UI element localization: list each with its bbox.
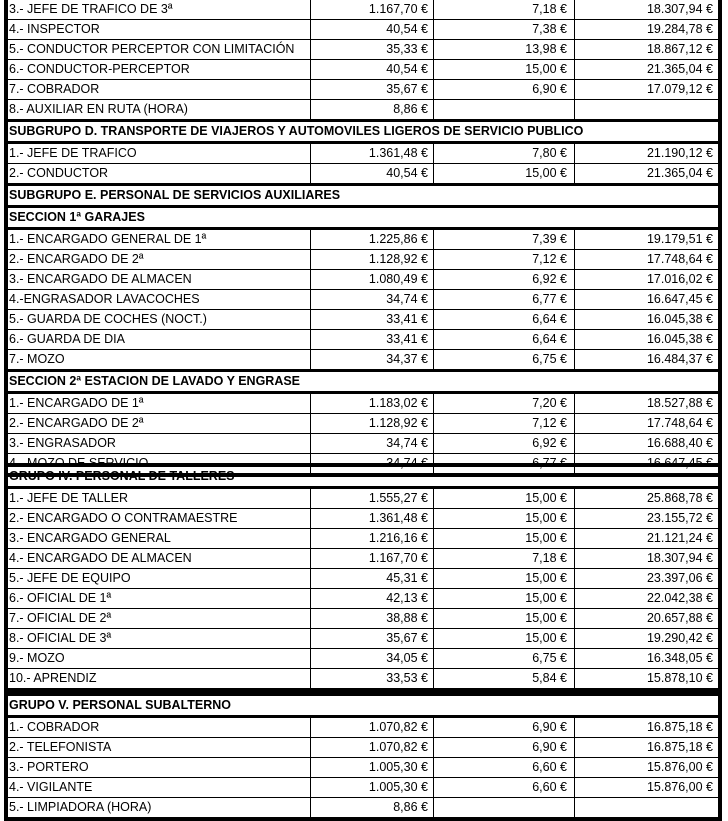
table-row bbox=[8, 434, 718, 454]
bonus-cell bbox=[434, 100, 575, 119]
salary-cell: 1.128,92 € bbox=[311, 414, 434, 433]
salary-cell: 33,41 € bbox=[311, 310, 434, 329]
bonus-cell: 6,75 € bbox=[434, 649, 575, 668]
salary-table-grupo-v bbox=[4, 692, 722, 821]
annual-total-cell: 17.016,02 € bbox=[646, 272, 713, 286]
salary-cell: 34,74 € bbox=[311, 290, 434, 309]
job-category-cell: 2.- CONDUCTOR bbox=[8, 164, 311, 183]
salary-cell: 1.070,82 € bbox=[311, 738, 434, 757]
table-row bbox=[8, 290, 718, 310]
job-category-cell: 6.- CONDUCTOR-PERCEPTOR bbox=[8, 60, 311, 79]
salary-cell: 33,41 € bbox=[311, 330, 434, 349]
salary-cell: 1.167,70 € bbox=[311, 0, 434, 19]
annual-total-cell: 23.397,06 € bbox=[646, 571, 713, 585]
salary-table-grupo-iv bbox=[4, 463, 722, 692]
table-row bbox=[8, 270, 718, 290]
table-row bbox=[8, 738, 718, 758]
bonus-cell: 15,00 € bbox=[434, 509, 575, 528]
bonus-cell: 7,18 € bbox=[434, 0, 575, 19]
table-row bbox=[8, 669, 718, 688]
table-row bbox=[8, 40, 718, 60]
salary-cell: 1.225,86 € bbox=[311, 230, 434, 249]
job-category-cell: 4.- ENCARGADO DE ALMACEN bbox=[8, 549, 311, 568]
job-category-cell: 4.- INSPECTOR bbox=[8, 20, 311, 39]
job-category-cell: 4.- VIGILANTE bbox=[8, 778, 311, 797]
section-header-seccion-2: SECCION 2ª ESTACION DE LAVADO Y ENGRASE bbox=[8, 369, 718, 394]
job-category-cell: 2.- TELEFONISTA bbox=[8, 738, 311, 757]
job-category-cell: 1.- COBRADOR bbox=[8, 718, 311, 737]
salary-cell: 40,54 € bbox=[311, 60, 434, 79]
bonus-cell: 6,60 € bbox=[434, 758, 575, 777]
annual-total-cell: 19.290,42 € bbox=[646, 631, 713, 645]
job-category-cell: 6.- OFICIAL DE 1ª bbox=[8, 589, 311, 608]
table-row bbox=[8, 164, 718, 183]
salary-cell: 34,74 € bbox=[311, 454, 434, 473]
annual-total-cell: 18.527,88 € bbox=[646, 396, 713, 410]
table-row bbox=[8, 718, 718, 738]
annual-total-cell: 22.042,38 € bbox=[646, 591, 713, 605]
annual-total-cell: 21.121,24 € bbox=[646, 531, 713, 545]
job-category-cell: 2.- ENCARGADO DE 2ª bbox=[8, 414, 311, 433]
salary-cell: 40,54 € bbox=[311, 20, 434, 39]
salary-cell: 1.128,92 € bbox=[311, 250, 434, 269]
bonus-cell: 7,12 € bbox=[434, 250, 575, 269]
annual-total-cell: 18.307,94 € bbox=[646, 2, 713, 16]
salary-cell: 40,54 € bbox=[311, 164, 434, 183]
table-row bbox=[8, 144, 718, 164]
bonus-cell: 7,20 € bbox=[434, 394, 575, 413]
salary-cell: 1.361,48 € bbox=[311, 509, 434, 528]
salary-cell: 35,67 € bbox=[311, 629, 434, 648]
annual-total-cell: 21.190,12 € bbox=[646, 146, 713, 160]
job-category-cell: 6.- GUARDA DE DIA bbox=[8, 330, 311, 349]
salary-cell: 1.070,82 € bbox=[311, 718, 434, 737]
annual-total-cell: 18.867,12 € bbox=[646, 42, 713, 56]
salary-cell: 33,53 € bbox=[311, 669, 434, 688]
annual-total-cell bbox=[575, 100, 718, 119]
annual-total-cell: 16.348,05 € bbox=[646, 651, 713, 665]
table-row bbox=[8, 100, 718, 119]
bonus-cell: 6,92 € bbox=[434, 434, 575, 453]
section-header-subgrupo-d: SUBGRUPO D. TRANSPORTE DE VIAJEROS Y AUTOMOVILES LIGEROS DE SERVICIO PUBLICO bbox=[8, 119, 718, 144]
annual-total-cell: 19.179,51 € bbox=[646, 232, 713, 246]
annual-total-cell: 16.875,18 € bbox=[646, 720, 713, 734]
annual-total-cell: 17.748,64 € bbox=[646, 416, 713, 430]
table-row bbox=[8, 569, 718, 589]
annual-total-cell: 16.045,38 € bbox=[646, 312, 713, 326]
annual-total-cell: 16.875,18 € bbox=[646, 740, 713, 754]
table-row bbox=[8, 798, 718, 817]
table-row bbox=[8, 629, 718, 649]
table-row bbox=[8, 60, 718, 80]
bonus-cell: 6,92 € bbox=[434, 270, 575, 289]
table-row bbox=[8, 394, 718, 414]
table-row bbox=[8, 230, 718, 250]
rows-grupo-v bbox=[8, 718, 718, 817]
salary-cell: 45,31 € bbox=[311, 569, 434, 588]
table-row bbox=[8, 350, 718, 369]
job-category-cell: 8.- OFICIAL DE 3ª bbox=[8, 629, 311, 648]
bonus-cell: 13,98 € bbox=[434, 40, 575, 59]
table-row bbox=[8, 80, 718, 100]
job-category-cell: 9.- MOZO bbox=[8, 649, 311, 668]
table-row bbox=[8, 250, 718, 270]
salary-cell: 34,74 € bbox=[311, 434, 434, 453]
annual-total-cell: 16.647,45 € bbox=[646, 456, 713, 470]
salary-cell: 1.216,16 € bbox=[311, 529, 434, 548]
job-category-cell: 8.- AUXILIAR EN RUTA (HORA) bbox=[8, 100, 311, 119]
bonus-cell: 15,00 € bbox=[434, 629, 575, 648]
job-category-cell: 7.- OFICIAL DE 2ª bbox=[8, 609, 311, 628]
table-row bbox=[8, 649, 718, 669]
annual-total-cell: 18.307,94 € bbox=[646, 551, 713, 565]
bonus-cell bbox=[434, 798, 575, 817]
bonus-cell: 6,77 € bbox=[434, 290, 575, 309]
table-row bbox=[8, 529, 718, 549]
job-category-cell: 3.- ENGRASADOR bbox=[8, 434, 311, 453]
job-category-cell: 4.- MOZO DE SERVICIO bbox=[8, 454, 311, 473]
bonus-cell: 7,38 € bbox=[434, 20, 575, 39]
bonus-cell: 15,00 € bbox=[434, 589, 575, 608]
job-category-cell: 3.- PORTERO bbox=[8, 758, 311, 777]
table-row bbox=[8, 609, 718, 629]
rows-seccion-2 bbox=[8, 394, 718, 473]
salary-cell: 38,88 € bbox=[311, 609, 434, 628]
bonus-cell: 5,84 € bbox=[434, 669, 575, 688]
bonus-cell: 15,00 € bbox=[434, 569, 575, 588]
annual-total-cell: 16.045,38 € bbox=[646, 332, 713, 346]
bonus-cell: 15,00 € bbox=[434, 60, 575, 79]
rows-grupo-iv bbox=[8, 489, 718, 688]
annual-total-cell: 15.876,00 € bbox=[646, 780, 713, 794]
rows-group-a bbox=[8, 0, 718, 119]
job-category-cell: 10.- APRENDIZ bbox=[8, 669, 311, 688]
table-row bbox=[8, 20, 718, 40]
table-row bbox=[8, 0, 718, 20]
table-row bbox=[8, 414, 718, 434]
job-category-cell: 1.- JEFE DE TALLER bbox=[8, 489, 311, 508]
salary-cell: 8,86 € bbox=[311, 798, 434, 817]
table-row bbox=[8, 778, 718, 798]
salary-cell: 1.005,30 € bbox=[311, 758, 434, 777]
salary-cell: 1.080,49 € bbox=[311, 270, 434, 289]
job-category-cell: 1.- ENCARGADO DE 1ª bbox=[8, 394, 311, 413]
annual-total-cell: 16.647,45 € bbox=[646, 292, 713, 306]
table-row bbox=[8, 330, 718, 350]
salary-table-block-1 bbox=[4, 0, 722, 477]
job-category-cell: 5.- JEFE DE EQUIPO bbox=[8, 569, 311, 588]
bonus-cell: 6,64 € bbox=[434, 330, 575, 349]
annual-total-cell bbox=[575, 798, 718, 817]
bonus-cell: 6,77 € bbox=[434, 454, 575, 473]
bonus-cell: 6,60 € bbox=[434, 778, 575, 797]
salary-cell: 1.005,30 € bbox=[311, 778, 434, 797]
salary-cell: 1.361,48 € bbox=[311, 144, 434, 163]
section-header-grupo-v: GRUPO V. PERSONAL SUBALTERNO bbox=[8, 696, 718, 718]
bonus-cell: 7,39 € bbox=[434, 230, 575, 249]
annual-total-cell: 21.365,04 € bbox=[646, 62, 713, 76]
salary-cell: 35,33 € bbox=[311, 40, 434, 59]
job-category-cell: 3.- ENCARGADO DE ALMACEN bbox=[8, 270, 311, 289]
rows-seccion-1 bbox=[8, 230, 718, 369]
job-category-cell: 2.- ENCARGADO O CONTRAMAESTRE bbox=[8, 509, 311, 528]
job-category-cell: 2.- ENCARGADO DE 2ª bbox=[8, 250, 311, 269]
annual-total-cell: 21.365,04 € bbox=[646, 166, 713, 180]
annual-total-cell: 25.868,78 € bbox=[646, 491, 713, 505]
salary-cell: 34,37 € bbox=[311, 350, 434, 369]
bonus-cell: 15,00 € bbox=[434, 164, 575, 183]
job-category-cell: 7.- COBRADOR bbox=[8, 80, 311, 99]
section-header-subgrupo-e: SUBGRUPO E. PERSONAL DE SERVICIOS AUXILIARES bbox=[8, 183, 718, 208]
annual-total-cell: 16.484,37 € bbox=[646, 352, 713, 366]
annual-total-cell: 17.748,64 € bbox=[646, 252, 713, 266]
table-row bbox=[8, 589, 718, 609]
annual-total-cell: 23.155,72 € bbox=[646, 511, 713, 525]
job-category-cell: 3.- ENCARGADO GENERAL bbox=[8, 529, 311, 548]
bonus-cell: 6,64 € bbox=[434, 310, 575, 329]
bonus-cell: 15,00 € bbox=[434, 489, 575, 508]
bonus-cell: 15,00 € bbox=[434, 529, 575, 548]
bonus-cell: 15,00 € bbox=[434, 609, 575, 628]
job-category-cell: 7.- MOZO bbox=[8, 350, 311, 369]
table-row bbox=[8, 758, 718, 778]
section-header-grupo-iv: GRUPO IV. PERSONAL DE TALLERES bbox=[8, 467, 718, 489]
bonus-cell: 7,18 € bbox=[434, 549, 575, 568]
salary-cell: 34,05 € bbox=[311, 649, 434, 668]
annual-total-cell: 17.079,12 € bbox=[646, 82, 713, 96]
job-category-cell: 5.- GUARDA DE COCHES (NOCT.) bbox=[8, 310, 311, 329]
job-category-cell: 5.- CONDUCTOR PERCEPTOR CON LIMITACIÓN bbox=[8, 40, 311, 59]
table-row bbox=[8, 310, 718, 330]
salary-cell: 1.555,27 € bbox=[311, 489, 434, 508]
salary-cell: 8,86 € bbox=[311, 100, 434, 119]
table-row bbox=[8, 509, 718, 529]
annual-total-cell: 15.876,00 € bbox=[646, 760, 713, 774]
bonus-cell: 6,75 € bbox=[434, 350, 575, 369]
salary-cell: 35,67 € bbox=[311, 80, 434, 99]
bonus-cell: 6,90 € bbox=[434, 718, 575, 737]
annual-total-cell: 15.878,10 € bbox=[646, 671, 713, 685]
job-category-cell: 3.- JEFE DE TRAFICO DE 3ª bbox=[8, 0, 311, 19]
bonus-cell: 6,90 € bbox=[434, 80, 575, 99]
annual-total-cell: 16.688,40 € bbox=[646, 436, 713, 450]
table-row bbox=[8, 549, 718, 569]
bonus-cell: 7,12 € bbox=[434, 414, 575, 433]
table-row bbox=[8, 489, 718, 509]
rows-subgrupo-d bbox=[8, 144, 718, 183]
job-category-cell: 1.- ENCARGADO GENERAL DE 1ª bbox=[8, 230, 311, 249]
job-category-cell: 5.- LIMPIADORA (HORA) bbox=[8, 798, 311, 817]
job-category-cell: 4.-ENGRASADOR LAVACOCHES bbox=[8, 290, 311, 309]
section-header-seccion-1: SECCION 1ª GARAJES bbox=[8, 208, 718, 230]
bonus-cell: 7,80 € bbox=[434, 144, 575, 163]
bonus-cell: 6,90 € bbox=[434, 738, 575, 757]
annual-total-cell: 20.657,88 € bbox=[646, 611, 713, 625]
salary-cell: 42,13 € bbox=[311, 589, 434, 608]
job-category-cell: 1.- JEFE DE TRAFICO bbox=[8, 144, 311, 163]
salary-cell: 1.183,02 € bbox=[311, 394, 434, 413]
annual-total-cell: 19.284,78 € bbox=[646, 22, 713, 36]
salary-cell: 1.167,70 € bbox=[311, 549, 434, 568]
